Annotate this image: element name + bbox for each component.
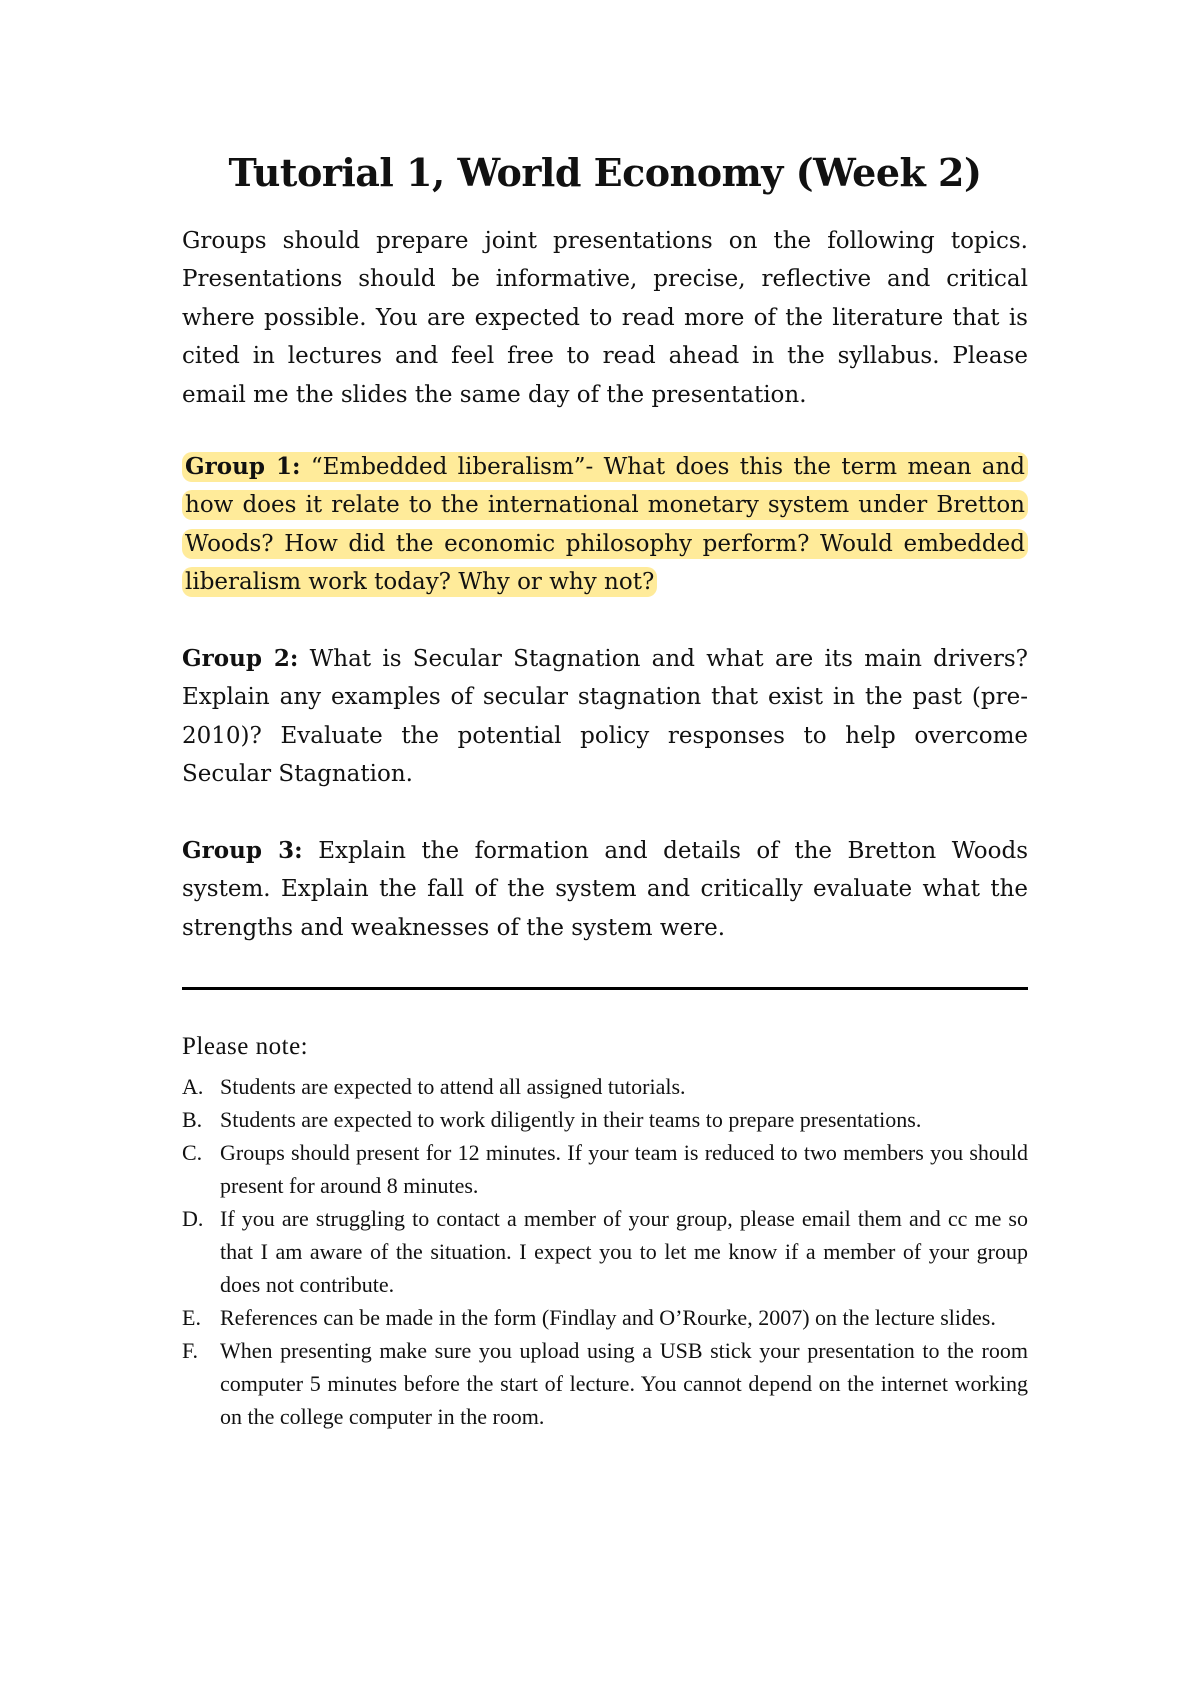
notes-list [182, 1070, 1028, 1433]
note-item-c [182, 1136, 1028, 1202]
intro-paragraph: Groups should prepare joint presentations on the following topics. Presentations should be informative, precise, reflective and critical where possible. You are expected to read more of the literature that is cited in lectures and feel free to read ahead in the syllabus. Please email me the slides the same day of the presentation. [182, 228, 1028, 408]
group-2-text: What is Secular Stagnation and what are its main drivers? Explain any examples of secular stagnation that exist in the past (pre-2010)? Evaluate the potential policy responses to help overcome Secular Stagnation. [182, 646, 1028, 788]
group-2-paragraph [182, 640, 1028, 794]
note-item-f [182, 1334, 1028, 1433]
document-title: Tutorial 1, World Economy (Week 2) [228, 150, 982, 195]
note-letter: A. [182, 1074, 204, 1099]
note-text: If you are struggling to contact a member of your group, please email them and cc me so that I am aware of the situation. I expect you to let me know if a member of your group does not contribute. [220, 1206, 1028, 1297]
group-3-text: Explain the formation and details of the Bretton Woods system. Explain the fall of the system and critically evaluate what the strengths and weaknesses of the system were. [182, 838, 1029, 941]
group-3-label: Group 3: [182, 837, 303, 864]
notes-section [182, 1030, 1028, 1433]
note-text: Students are expected to attend all assigned tutorials. [220, 1074, 686, 1099]
note-letter: B. [182, 1107, 203, 1132]
group-1-label: Group 1: [185, 453, 301, 480]
document-page [182, 0, 1028, 1698]
note-item-e [182, 1301, 1028, 1334]
section-divider [182, 987, 1028, 990]
note-text: When presenting make sure you upload using a USB stick your presentation to the room computer 5 minutes before the start of lecture. You cannot depend on the internet working on the college computer in the room. [220, 1338, 1028, 1429]
note-text: Students are expected to work diligently in their teams to prepare presentations. [220, 1107, 922, 1132]
note-letter: E. [182, 1305, 201, 1330]
note-letter: C. [182, 1140, 203, 1165]
note-item-a [182, 1070, 1028, 1103]
note-item-b [182, 1103, 1028, 1136]
note-letter: F. [182, 1338, 198, 1363]
note-text: References can be made in the form (Findlay and O’Rourke, 2007) on the lecture slides. [220, 1305, 996, 1330]
group-1-highlight [182, 452, 1028, 597]
note-item-d [182, 1202, 1028, 1301]
group-3-paragraph [182, 832, 1028, 947]
group-1-text: “Embedded liberalism”- What does this the term mean and how does it relate to the international monetary system under Bretton Woods? How did the economic philosophy perform? Would embedded liberalism work today? Why or why not? [185, 454, 1026, 596]
notes-heading: Please note: [182, 1033, 309, 1060]
group-2-label: Group 2: [182, 645, 299, 672]
note-letter: D. [182, 1206, 204, 1231]
group-1-paragraph [182, 448, 1028, 602]
note-text: Groups should present for 12 minutes. If your team is reduced to two members you should present for around 8 minutes. [220, 1140, 1028, 1198]
